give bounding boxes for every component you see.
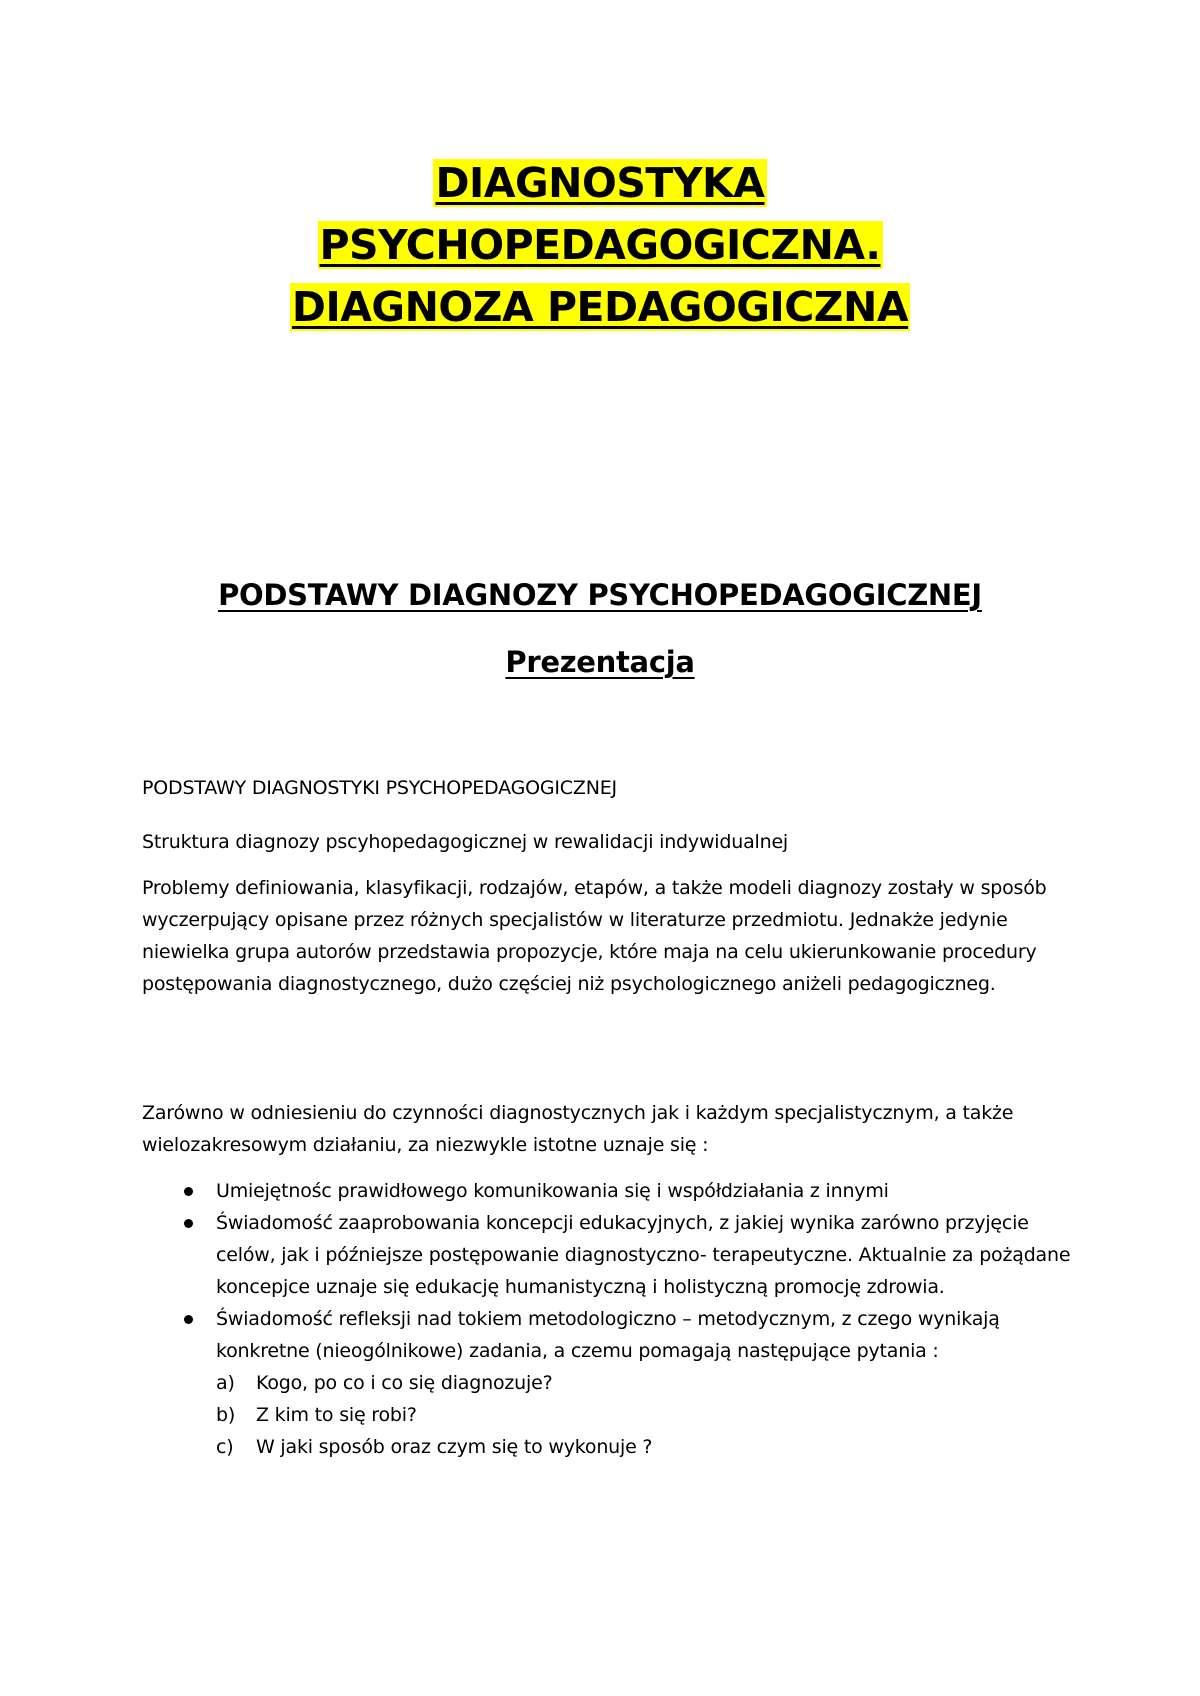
bullet-item-text: Świadomość refleksji nad tokiem metodologiczno – metodycznym, z czego wynikają konkretne (nieogólnikowe) zadania, a czemu pomagają następujące pytania : — [216, 1308, 1000, 1362]
question-marker: b) — [216, 1404, 236, 1426]
document-subtitle: PODSTAWY DIAGNOZY PSYCHOPEDAGOGICZNEJ — [218, 578, 982, 612]
title-line-3-text: DIAGNOZA PEDAGOGICZNA — [291, 283, 909, 331]
question-text: W jaki sposób oraz czym się to wykonuje ? — [256, 1436, 653, 1458]
document-subtitle-presentation: Prezentacja — [505, 645, 695, 679]
question-text: Kogo, po co i co się diagnozuje? — [256, 1372, 553, 1394]
bullet-item — [142, 1207, 1082, 1303]
document-title — [0, 152, 1200, 338]
title-line-3 — [0, 276, 1200, 338]
bullet-icon — [184, 1187, 193, 1196]
question-list — [216, 1367, 1082, 1463]
bullet-icon — [184, 1315, 193, 1324]
bullet-list — [142, 1175, 1082, 1463]
question-marker: a) — [216, 1372, 235, 1394]
bullet-icon — [184, 1219, 193, 1228]
bullet-item — [142, 1175, 1082, 1207]
question-item — [216, 1367, 1082, 1399]
bullet-item-text: Umiejętnośc prawidłowego komunikowania się i współdziałania z innymi — [216, 1180, 889, 1202]
bullet-item — [142, 1303, 1082, 1463]
title-line-1-text: DIAGNOSTYKA — [435, 159, 765, 207]
title-line-1 — [0, 152, 1200, 214]
title-line-2-text: PSYCHOPEDAGOGICZNA. — [319, 221, 881, 269]
paragraph-intro: Problemy definiowania, klasyfikacji, rodzajów, etapów, a także modeli diagnozy zostały w sposób wyczerpujący opisane przez różnych specjalistów w literaturze przedmiotu. Jednakże jedynie niewielka grupa autorów przedstawia propozycje, które maja na celu ukierunkowanie procedury postępowania diagnostycznego, dużo częściej niż psychologicznego aniżeli pedagogiczneg. — [142, 877, 1047, 995]
question-text: Z kim to się robi? — [256, 1404, 417, 1426]
question-item — [216, 1431, 1082, 1463]
section-subheading: Struktura diagnozy pscyhopedagogicznej w rewalidacji indywidualnej — [142, 831, 789, 853]
bullet-item-text: Świadomość zaaprobowania koncepcji edukacyjnych, z jakiej wynika zarówno przyjęcie celów, jak i późniejsze postępowanie diagnostyczno- terapeutyczne. Aktualnie za pożądane koncepjce uznaje się edukację humanistyczną i holistyczną promocję zdrowia. — [216, 1212, 1071, 1298]
question-item — [216, 1399, 1082, 1431]
title-line-2 — [0, 214, 1200, 276]
section-heading: PODSTAWY DIAGNOSTYKI PSYCHOPEDAGOGICZNEJ — [142, 777, 617, 799]
paragraph-lead-in: Zarówno w odniesieniu do czynności diagnostycznych jak i każdym specjalistycznym, a także wielozakresowym działaniu, za niezwykle istotne uznaje się : — [142, 1102, 1014, 1156]
question-marker: c) — [216, 1436, 234, 1458]
